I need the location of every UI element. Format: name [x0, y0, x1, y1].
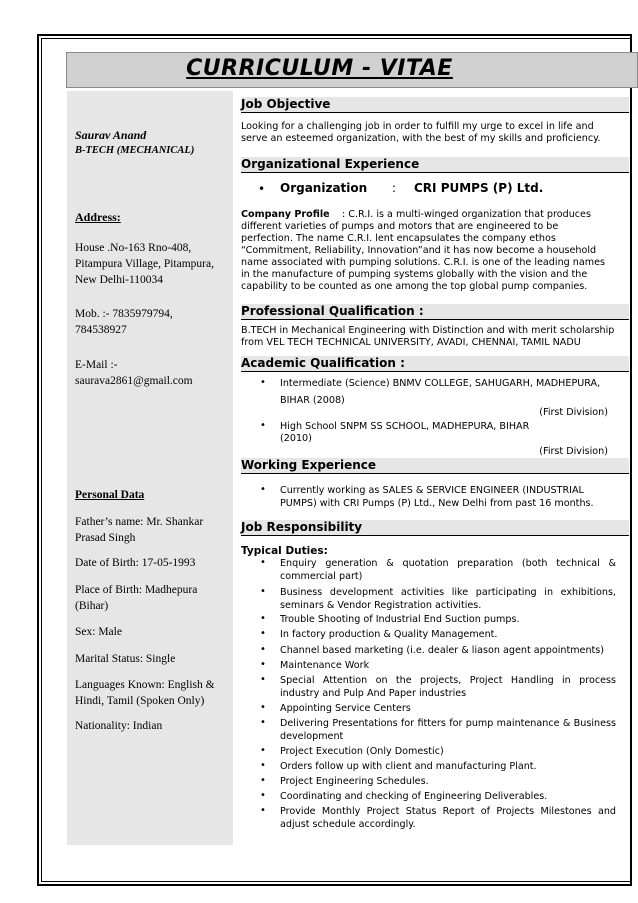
page-title: CURRICULUM - VITAE — [186, 56, 453, 81]
bullet: • — [260, 702, 266, 713]
company-profile-line-1: : C.R.I. is a multi-winged organization that produces — [342, 209, 591, 220]
languages-line-1: Languages Known: English & — [75, 679, 215, 691]
company-profile-line-5: name associated with pumping solutions. C.R.I. is one of the leading names — [241, 257, 605, 268]
date-of-birth: Date of Birth: 17-05-1993 — [75, 557, 196, 569]
section-working-experience: Working Experience — [241, 458, 629, 474]
objective-line-1: Looking for a challenging job in order to fulfill my urge to excel in life and — [241, 121, 594, 132]
bullet: • — [260, 586, 266, 597]
bullet: • — [260, 775, 266, 786]
duty-item-line: Channel based marketing (i.e. dealer & liason agent appointments) — [280, 645, 605, 656]
candidate-name: Saurav Anand — [75, 128, 147, 142]
bullet: • — [260, 760, 266, 771]
father-name-line-1: Father’s name: Mr. Shankar — [75, 516, 204, 528]
duty-item-line: Project Execution (Only Domestic) — [280, 746, 444, 757]
duty-item-line: Coordinating and checking of Engineering Deliverables. — [280, 791, 548, 802]
duty-item-line: Delivering Presentations for fitters for pump maintenance & Business — [280, 718, 616, 729]
company-profile-line-6: in the manufacture of pumping systems globally with the vision and the — [241, 269, 588, 280]
working-line-2: PUMPS) with CRI Pumps (P) Ltd., New Delhi from past 16 months. — [280, 498, 594, 509]
working-line-1: Currently working as SALES & SERVICE ENGINEER (INDUSTRIAL — [280, 485, 584, 496]
academic-1-line-1: Intermediate (Science) BNMV COLLEGE, SAHUGARH, MADHEPURA, — [280, 378, 601, 389]
company-profile-line-7: capability to be counted as one among the top global pump companies. — [241, 281, 588, 292]
bullet: • — [260, 420, 266, 431]
address-line-1: House .No-163 Rno-408, — [75, 242, 192, 254]
marital-status: Marital Status: Single — [75, 653, 176, 665]
title-banner — [66, 52, 638, 88]
duty-item-line: development — [280, 731, 344, 742]
duty-item-line: seminars & Vendor Registration activities. — [280, 600, 482, 611]
company-profile-label: Company Profile — [241, 209, 330, 220]
address-label: Address: — [75, 210, 121, 224]
address-line-3: New Delhi-110034 — [75, 274, 164, 286]
section-professional-qualification: Professional Qualification : — [241, 304, 629, 320]
typical-duties-label: Typical Duties: — [241, 545, 328, 557]
sex: Sex: Male — [75, 626, 122, 638]
bullet: • — [260, 805, 266, 816]
duty-item-line: adjust schedule accordingly. — [280, 819, 416, 830]
company-profile-line-4: “Commitment, Reliability, Innovation”and it has now become a household — [241, 245, 597, 256]
professional-line-1: B.TECH in Mechanical Engineering with Distinction and with merit scholarship — [241, 325, 615, 336]
section-academic-qualification: Academic Qualification : — [241, 356, 629, 372]
duty-item-line: Business development activities like participating in exhibitions, — [280, 587, 616, 598]
organization-label: Organization — [280, 181, 368, 195]
duty-item-line: Maintenance Work — [280, 660, 370, 671]
duty-item-line: Special Attention on the projects, Project Handling in process — [280, 675, 616, 686]
bullet: • — [258, 182, 266, 196]
organization-colon: : — [392, 181, 397, 195]
personal-data-label: Personal Data — [75, 489, 145, 501]
academic-1-line-2: BIHAR (2008) — [280, 395, 345, 406]
place-of-birth-line-2: (Bihar) — [75, 600, 109, 612]
bullet: • — [260, 745, 266, 756]
email-value: saurava2861@gmail.com — [75, 375, 193, 387]
bullet: • — [260, 790, 266, 801]
company-profile-line-2: different varieties of pumps and motors that are engineered to be — [241, 221, 559, 232]
objective-line-2: serve an esteemed organization, with the best of my skills and proficiency. — [241, 133, 601, 144]
address-line-2: Pitampura Village, Pitampura, — [75, 258, 214, 270]
bullet: • — [260, 628, 266, 639]
place-of-birth-line-1: Place of Birth: Madhepura — [75, 584, 198, 596]
nationality: Nationality: Indian — [75, 720, 163, 732]
bullet: • — [260, 644, 266, 655]
duty-item-line: industry and Pulp And Paper industries — [280, 688, 467, 699]
email-label: E-Mail :- — [75, 359, 118, 371]
bullet: • — [260, 674, 266, 685]
duty-item-line: Project Engineering Schedules. — [280, 776, 429, 787]
bullet: • — [260, 717, 266, 728]
company-profile-line-3: perfection. The name C.R.I. lent encapsulates the company ethos — [241, 233, 556, 244]
duty-item-line: Enquiry generation & quotation preparation (both technical & — [280, 558, 616, 569]
academic-1-division: (First Division) — [539, 407, 608, 418]
mobile-line-1: Mob. :- 7835979794, — [75, 308, 173, 320]
duty-item-line: commercial part) — [280, 571, 363, 582]
bullet: • — [260, 613, 266, 624]
mobile-line-2: 784538927 — [75, 324, 127, 336]
duty-item-line: Appointing Service Centers — [280, 703, 411, 714]
section-job-objective: Job Objective — [241, 97, 629, 113]
duty-item-line: Trouble Shooting of Industrial End Suction pumps. — [280, 614, 520, 625]
bullet: • — [260, 659, 266, 670]
duty-item-line: Orders follow up with client and manufacturing Plant. — [280, 761, 537, 772]
duty-item-line: Provide Monthly Project Status Report of Projects Milestones and — [280, 806, 616, 817]
organization-name: CRI PUMPS (P) Ltd. — [414, 181, 544, 195]
languages-line-2: Hindi, Tamil (Spoken Only) — [75, 695, 205, 707]
academic-2-line-1: High School SNPM SS SCHOOL, MADHEPURA, BIHAR — [280, 421, 530, 432]
section-job-responsibility: Job Responsibility — [241, 520, 629, 536]
bullet: • — [260, 377, 266, 388]
bullet: • — [260, 557, 266, 568]
section-org-experience: Organizational Experience — [241, 157, 629, 173]
candidate-degree: B-TECH (MECHANICAL) — [75, 145, 195, 156]
academic-2-line-2: (2010) — [280, 433, 312, 444]
duty-item-line: In factory production & Quality Management. — [280, 629, 498, 640]
father-name-line-2: Prasad Singh — [75, 532, 136, 544]
professional-line-2: from VEL TECH TECHNICAL UNIVERSITY, AVADI, CHENNAI, TAMIL NADU — [241, 337, 581, 348]
bullet: • — [260, 484, 266, 495]
academic-2-division: (First Division) — [539, 446, 608, 457]
